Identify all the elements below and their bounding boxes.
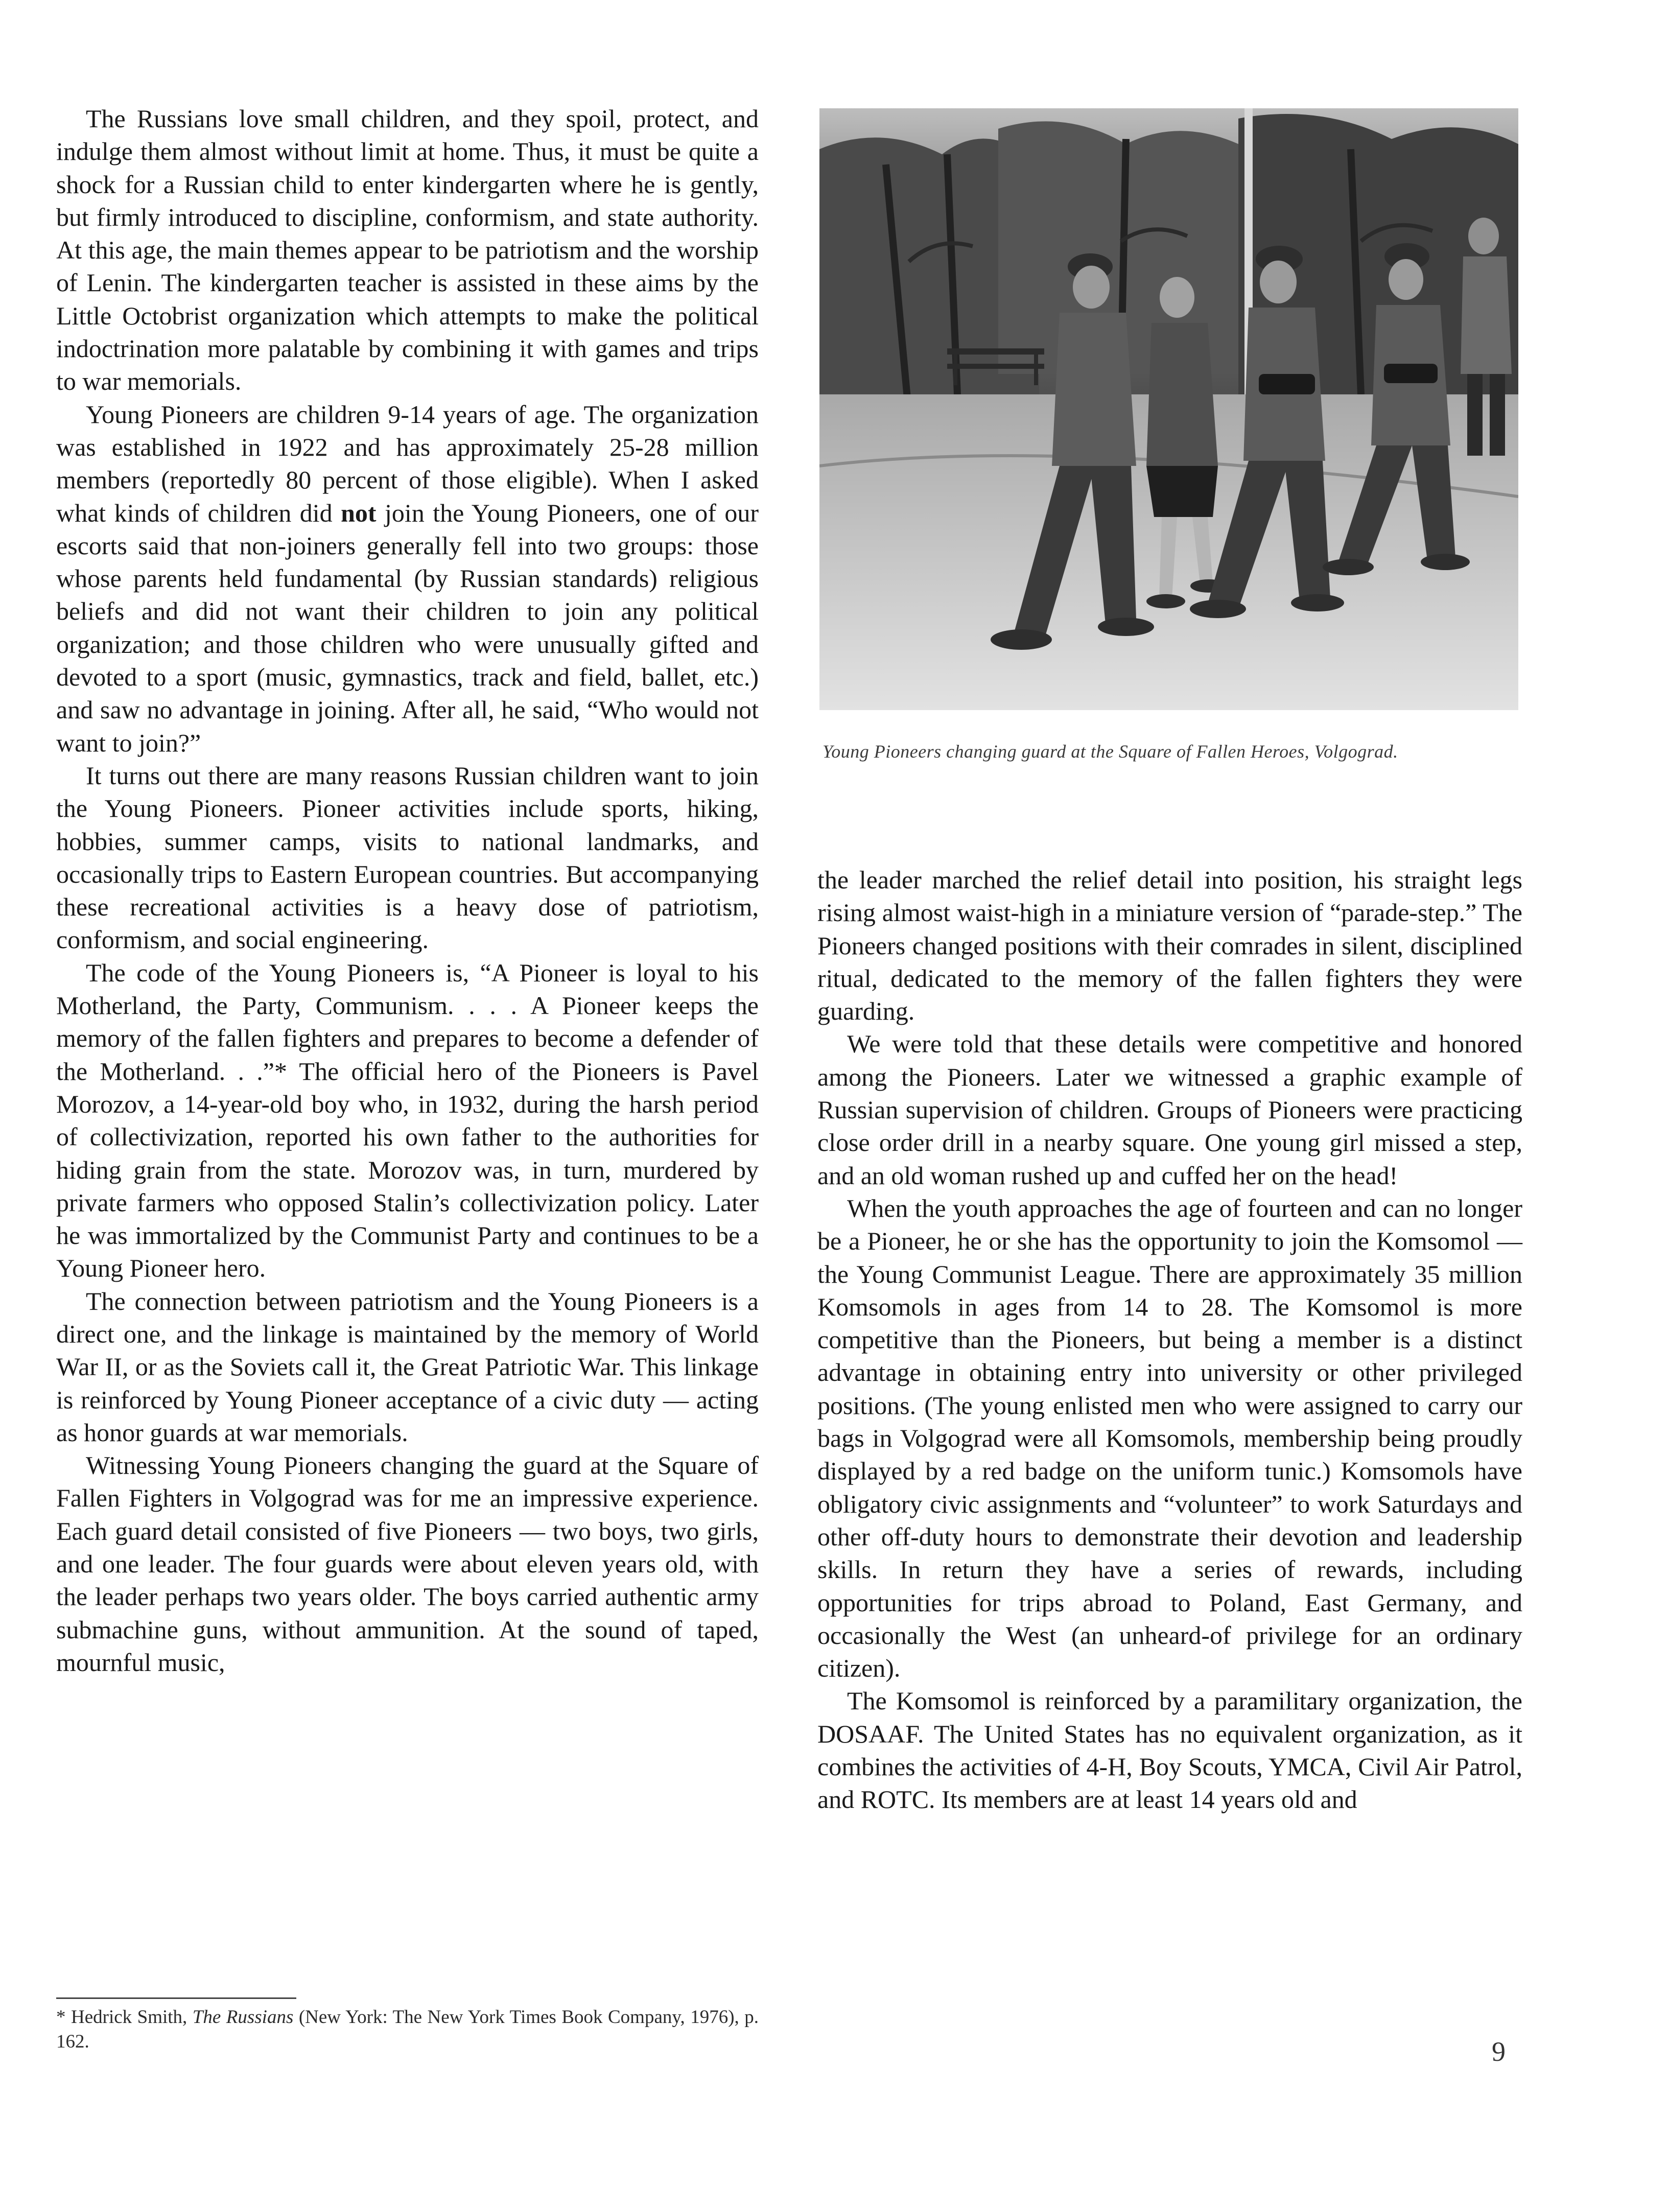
- paragraph-komsomol: When the youth approaches the age of fourteen and can no longer be a Pioneer, he or she has the opportunity to join the Komsomol — the Young Communist League. There are approximately 35 million Komsomols in ages from 14 to 28. The Komsomol is more competitive than the Pioneers, but being a member is a distinct advantage in obtaining entry into university or other privileged positions. (The young enlisted men who were assigned to carry our bags in Volgograd were all Komsomols, membership being proudly displayed by a red badge on the uniform tunic.) Komsomols have obligatory civic assignments and “volunteer” to work Saturdays and other off-duty hours to demonstrate their devotion and leadership skills. In return they have a series of rewards, including opportunities for trips abroad to Poland, East Germany, and occasionally the West (an unheard-of privilege for an ordinary citizen).: [817, 1193, 1522, 1683]
- paragraph-young-pioneers: [56, 398, 759, 759]
- page-number: 9: [1492, 2036, 1506, 2067]
- paragraph-competitive-details: We were told that these details were competitive and honored among the Pioneers. Later we witnessed a graphic example of Russian supervision of children. Groups of Pioneers were practicing close order drill in a nearby square. One young girl missed a step, and an old woman rushed up and cuffed her on the head!: [817, 1029, 1522, 1190]
- footnote-book-title: The Russians: [192, 2007, 294, 2028]
- paragraph-pioneer-activities: It turns out there are many reasons Russian children want to join the Young Pioneers. Pioneer activities include sports, hiking, hobbies, summer camps, visits to national landmarks, and occasionally trips to Eastern European countries. But accompanying these recreational activities is a heavy dose of patriotism, conformism, and social engineering.: [56, 761, 759, 954]
- paragraph-dosaaf: The Komsomol is reinforced by a paramilitary organization, the DOSAAF. The United States has no equivalent organization, as it combines the activities of 4-H, Boy Scouts, YMCA, Civil Air Patrol, and ROTC. Its members are at least 14 years old and: [817, 1686, 1522, 1814]
- photo-caption: Young Pioneers changing guard at the Square of Fallen Heroes, Volgograd.: [823, 741, 1398, 762]
- right-text-column: [817, 863, 1522, 1816]
- paragraph-patriotism-link: The connection between patriotism and the Young Pioneers is a direct one, and the linkage is maintained by the memory of World War II, or as the Soviets call it, the Great Patriotic War. This linkage is reinforced by Young Pioneer acceptance of a civic duty — acting as honor guards at war memorials.: [56, 1286, 759, 1447]
- paragraph-pioneer-code: The code of the Young Pioneers is, “A Pioneer is loyal to his Motherland, the Party, Communism. . . . A Pioneer keeps the memory of the fallen fighters and prepares to become a defender of the Motherland. . .”* The official hero of the Pioneers is Pavel Morozov, a 14-year-old boy who, in 1932, during the harsh period of collectivization, reported his own father to the authorities for hiding grain from the state. Morozov was, in turn, murdered by private farmers who opposed Stalin’s collectivization policy. Later he was immortalized by the Communist Party and continues to be a Young Pioneer hero.: [56, 958, 759, 1283]
- paragraph-little-octobrist: The Russians love small children, and they spoil, protect, and indulge them almost without limit at home. Thus, it must be quite a shock for a Russian child to enter kindergarten where he is gently, but firmly introduced to discipline, conformism, and state authority. At this age, the main themes appear to be patriotism and the worship of Lenin. The kindergarten teacher is assisted in these aims by the Little Octobrist organization which attempts to make the political indoctrination more palatable by combining it with games and trips to war memorials.: [56, 104, 759, 396]
- footnote-suffix: (New York: The New York Times Book Company, 1976), p. 162.: [56, 2007, 759, 2052]
- footnote-divider: [56, 1997, 296, 1999]
- paragraph-text: join the Young Pioneers, one of our escorts said that non-joiners generally fell into two groups: those whose parents held fundamental (by Russian standards) religious beliefs and did not want their children to join any political organization; and those children who were unusually gifted and devoted to a sport (music, gymnastics, track and field, ballet, etc.) and saw no advantage in joining. After all, he said, “Who would not want to join?”: [56, 498, 759, 757]
- footnote-prefix: * Hedrick Smith,: [56, 2007, 193, 2028]
- pioneers-photo: [819, 108, 1518, 710]
- emphasis-not: not: [341, 498, 377, 527]
- left-text-column: [56, 102, 759, 1679]
- footnote: [56, 2005, 759, 2054]
- paragraph-changing-guard: Witnessing Young Pioneers changing the guard at the Square of Fallen Fighters in Volgograd was for me an impressive experience. Each guard detail consisted of five Pioneers — two boys, two girls, and one leader. The four guards were about eleven years old, with the leader perhaps two years older. The boys carried authentic army submachine guns, without ammunition. At the sound of taped, mournful music,: [56, 1451, 759, 1677]
- paragraph-parade-step: the leader marched the relief detail into position, his straight legs rising almost waist-high in a miniature version of “parade-step.” The Pioneers changed positions with their comrades in silent, disciplined ritual, dedicated to the memory of the fallen fighters they were guarding.: [817, 865, 1522, 1026]
- pioneers-photo-illustration: [819, 108, 1518, 710]
- paragraph-text: Young Pioneers are children 9-14 years of age. The organization was established in 1922 and has approximately 25-28 million members (reportedly 80 percent of those eligible). When I asked what kinds of children did: [56, 399, 759, 527]
